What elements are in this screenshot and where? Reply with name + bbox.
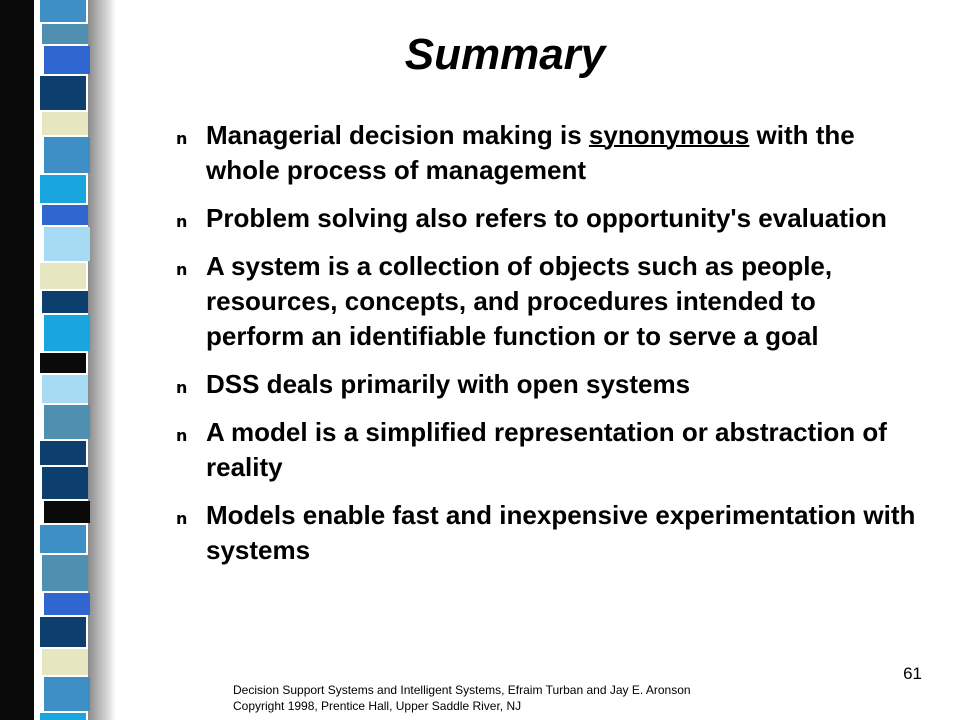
underlined-term: synonymous	[588, 120, 750, 150]
decorative-tile-stripe	[0, 0, 120, 720]
bullet-text: Problem solving also refers to opportunity's evaluation	[206, 203, 887, 233]
stripe-tile	[40, 353, 86, 373]
bullet-text: Managerial decision making is synonymous with the whole process of management	[206, 120, 855, 185]
stripe-tile	[40, 175, 86, 203]
bullet-item	[176, 498, 916, 568]
stripe-tile	[40, 263, 86, 289]
stripe-tile	[40, 617, 86, 647]
bullet-item	[176, 249, 916, 354]
stripe-tile	[44, 227, 90, 261]
stripe-shadow	[88, 0, 116, 720]
footer-credits	[233, 682, 691, 714]
stripe-tile	[42, 112, 88, 135]
stripe-tile	[44, 315, 90, 351]
stripe-tile	[42, 555, 88, 591]
stripe-tile	[42, 375, 88, 403]
stripe-dark-band	[0, 0, 34, 720]
stripe-tile	[42, 291, 88, 313]
stripe-tile	[40, 76, 86, 110]
stripe-tile	[44, 405, 90, 439]
stripe-tile	[40, 441, 86, 465]
stripe-tile	[42, 467, 88, 499]
bullet-square-icon: n	[176, 260, 188, 279]
bullet-item	[176, 415, 916, 485]
bullet-list	[176, 118, 916, 581]
stripe-tile	[42, 205, 88, 225]
stripe-tile	[40, 713, 86, 720]
stripe-tile	[44, 46, 90, 74]
bullet-item	[176, 201, 916, 236]
bullet-square-icon: n	[176, 129, 188, 148]
stripe-tile	[44, 501, 90, 523]
bullet-square-icon: n	[176, 509, 188, 528]
stripe-tile	[40, 525, 86, 553]
stripe-tile	[44, 677, 90, 711]
page-number: 61	[903, 664, 922, 683]
stripe-tile	[40, 0, 86, 22]
stripe-tile	[42, 24, 88, 44]
bullet-item	[176, 367, 916, 402]
bullet-text: DSS deals primarily with open systems	[206, 369, 691, 399]
bullet-text: Models enable fast and inexpensive experimentation with systems	[206, 500, 916, 565]
bullet-square-icon: n	[176, 426, 188, 445]
stripe-tile	[44, 593, 90, 615]
bullet-text: A system is a collection of objects such as people, resources, concepts, and procedures intended to perform an identifiable function or to serve a goal	[206, 251, 833, 351]
stripe-tile	[42, 649, 88, 675]
stripe-tile	[44, 137, 90, 173]
bullet-item	[176, 118, 916, 188]
bullet-square-icon: n	[176, 212, 188, 231]
footer-line: Decision Support Systems and Intelligent Systems, Efraim Turban and Jay E. Aronson	[233, 683, 691, 697]
slide-title: Summary	[404, 30, 606, 79]
bullet-text: A model is a simplified representation or abstraction of reality	[206, 417, 887, 482]
footer-line: Copyright 1998, Prentice Hall, Upper Saddle River, NJ	[233, 699, 522, 713]
bullet-square-icon: n	[176, 378, 188, 397]
